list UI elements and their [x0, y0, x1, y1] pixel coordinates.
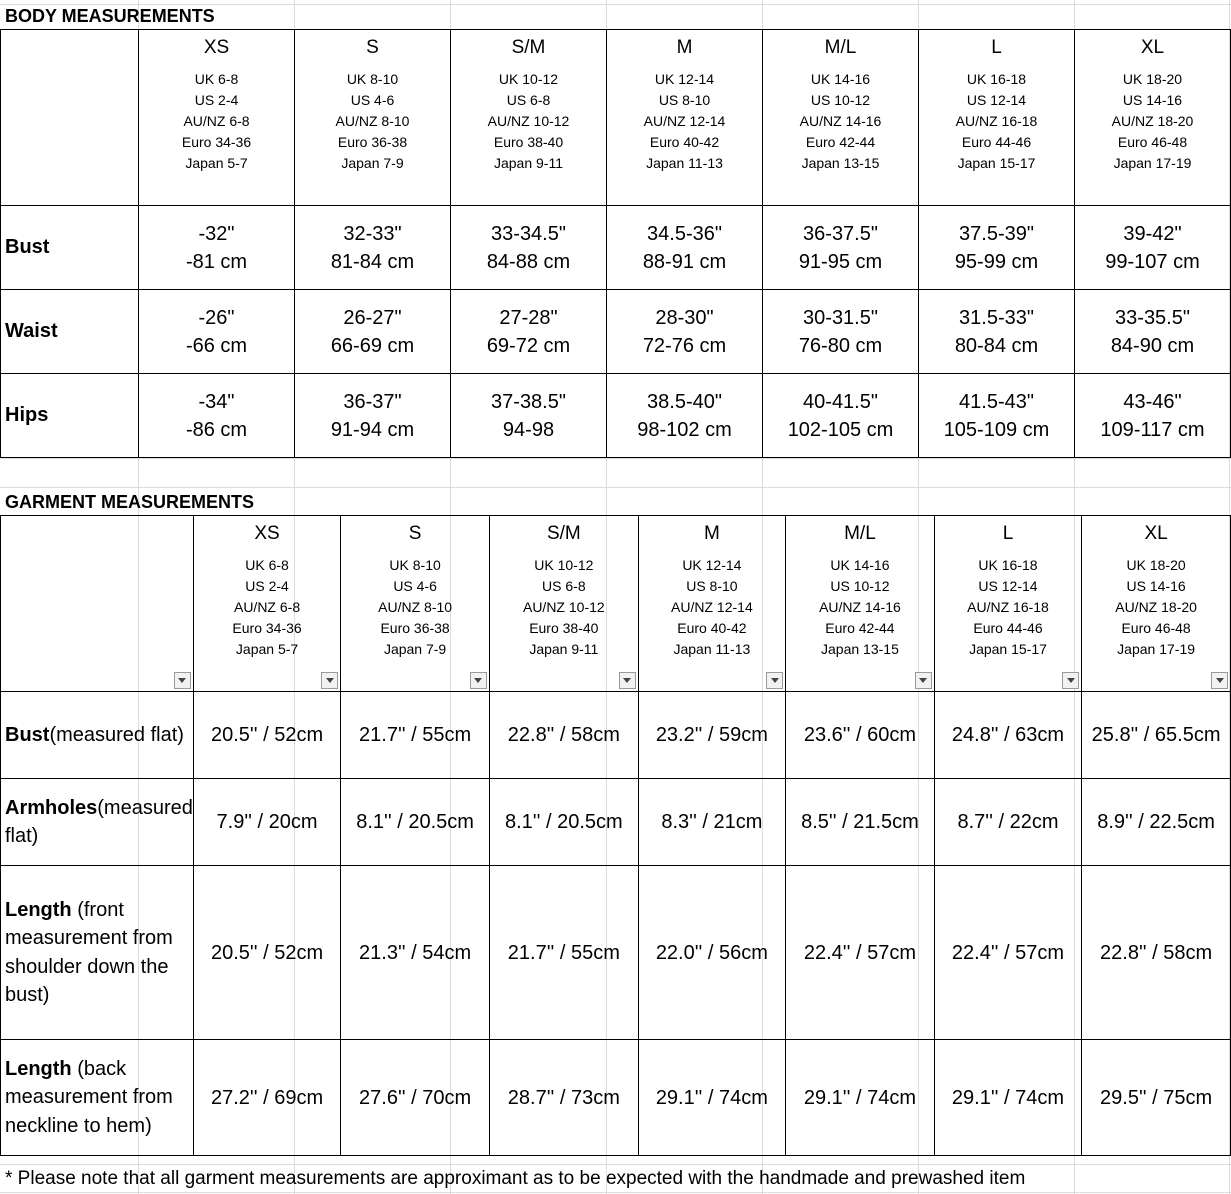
- value-cm: 72-76 cm: [642, 334, 727, 357]
- body-size-header: [919, 30, 1075, 206]
- measurement-cell: 24.8'' / 63cm: [934, 692, 1081, 779]
- value-inches: 27-28": [499, 306, 558, 329]
- size-conversion-eu: Euro 40-42: [677, 620, 747, 636]
- table-row: [1, 290, 1231, 374]
- body-size-header: [1075, 30, 1231, 206]
- size-conversion-eu: Euro 46-48: [1117, 134, 1188, 150]
- measurement-cell: [295, 206, 451, 290]
- value-cm: 102-105 cm: [787, 418, 894, 441]
- size-name: S: [366, 37, 379, 58]
- value-cm: -81 cm: [185, 250, 248, 273]
- measurement-cell: 8.1'' / 20.5cm: [341, 779, 490, 866]
- value-inches: -26": [198, 306, 235, 329]
- measurement-cell: [607, 206, 763, 290]
- measurement-cell: 8.5'' / 21.5cm: [786, 779, 935, 866]
- size-conversions: [139, 69, 294, 174]
- row-label-bold: Length: [5, 1057, 72, 1080]
- row-label-bold: Armholes: [5, 796, 98, 819]
- size-conversion-us: US 12-14: [966, 92, 1027, 108]
- size-conversion-us: US 6-8: [542, 578, 586, 594]
- size-conversion-uk: UK 12-14: [682, 557, 742, 573]
- size-conversion-uk: UK 14-16: [830, 557, 890, 573]
- measurement-cell: 21.3'' / 54cm: [341, 866, 490, 1040]
- row-label-detail: (back measurement from neckline to hem): [5, 1057, 173, 1137]
- size-conversion-us: US 8-10: [658, 92, 711, 108]
- size-conversion-us: US 2-4: [245, 578, 289, 594]
- filter-dropdown-icon[interactable]: [174, 672, 191, 689]
- body-measurements-table: [0, 29, 1231, 458]
- size-conversion-uk: UK 16-18: [966, 71, 1027, 87]
- table-row: [1, 866, 1231, 1040]
- size-conversion-us: US 14-16: [1122, 92, 1183, 108]
- measurement-cell: [919, 290, 1075, 374]
- measurement-cell: [607, 374, 763, 458]
- size-conversions: [1082, 555, 1230, 660]
- value-inches: 34.5-36": [647, 222, 722, 245]
- value-cm: -86 cm: [185, 418, 248, 441]
- filter-dropdown-icon[interactable]: [766, 672, 783, 689]
- size-conversions: [607, 69, 762, 174]
- size-name: S/M: [511, 37, 546, 58]
- size-conversion-uk: UK 8-10: [389, 557, 441, 573]
- measurement-cell: 29.1'' / 74cm: [934, 1040, 1081, 1156]
- measurement-cell: 22.8'' / 58cm: [1082, 866, 1231, 1040]
- measurement-cell: 20.5'' / 52cm: [193, 692, 340, 779]
- size-conversions: [194, 555, 340, 660]
- size-conversions: [451, 69, 606, 174]
- row-label: [1, 290, 139, 374]
- garment-size-header: [193, 516, 340, 692]
- value-cm: 91-95 cm: [798, 250, 883, 273]
- garment-size-header: [489, 516, 638, 692]
- table-row: [1, 206, 1231, 290]
- size-name: L: [991, 37, 1002, 58]
- measurement-cell: [295, 290, 451, 374]
- size-conversion-uk: UK 14-16: [810, 71, 871, 87]
- size-conversion-au: AU/NZ 10-12: [487, 113, 570, 129]
- measurement-cell: 22.4'' / 57cm: [786, 866, 935, 1040]
- size-name: M/L: [824, 37, 857, 58]
- size-conversion-eu: Euro 42-44: [805, 134, 876, 150]
- value-inches: 26-27": [343, 306, 402, 329]
- measurement-cell: 23.2'' / 59cm: [638, 692, 785, 779]
- size-name: S/M: [546, 523, 581, 544]
- value-cm: 81-84 cm: [330, 250, 415, 273]
- measurement-cell: 23.6'' / 60cm: [786, 692, 935, 779]
- size-conversion-us: US 4-6: [393, 578, 437, 594]
- value-cm: 98-102 cm: [637, 418, 732, 441]
- table-row: [1, 1040, 1231, 1156]
- measurement-cell: [139, 290, 295, 374]
- size-conversion-au: AU/NZ 12-14: [643, 113, 726, 129]
- size-conversion-us: US 10-12: [810, 92, 871, 108]
- measurement-cell: 29.1'' / 74cm: [638, 1040, 785, 1156]
- body-size-header: [295, 30, 451, 206]
- measurement-cell: [763, 374, 919, 458]
- measurement-cell: 8.9'' / 22.5cm: [1082, 779, 1231, 866]
- size-conversion-us: US 10-12: [830, 578, 890, 594]
- value-inches: 37-38.5": [491, 390, 566, 413]
- measurement-cell: 8.1'' / 20.5cm: [489, 779, 638, 866]
- size-conversions: [295, 69, 450, 174]
- size-conversion-eu: Euro 36-38: [380, 620, 450, 636]
- size-conversion-au: AU/NZ 6-8: [233, 599, 301, 615]
- measurement-cell: [1075, 206, 1231, 290]
- value-inches: 41.5-43": [959, 390, 1034, 413]
- size-conversion-us: US 4-6: [350, 92, 395, 108]
- body-header-blank: [1, 30, 139, 206]
- measurement-cell: [139, 374, 295, 458]
- measurement-cell: [451, 374, 607, 458]
- measurement-cell: 8.3'' / 21cm: [638, 779, 785, 866]
- value-inches: 37.5-39": [959, 222, 1034, 245]
- measurement-cell: 22.8'' / 58cm: [489, 692, 638, 779]
- value-inches: 38.5-40": [647, 390, 722, 413]
- value-inches: -32": [198, 222, 235, 245]
- size-conversion-jp: Japan 17-19: [1117, 641, 1196, 657]
- value-inches: 33-35.5": [1115, 306, 1190, 329]
- size-conversion-jp: Japan 9-11: [529, 641, 599, 657]
- value-cm: 95-99 cm: [954, 250, 1039, 273]
- value-inches: 33-34.5": [491, 222, 566, 245]
- size-conversion-au: AU/NZ 18-20: [1111, 113, 1194, 129]
- size-conversion-eu: Euro 44-46: [961, 134, 1032, 150]
- table-row: [1, 779, 1231, 866]
- measurement-cell: 8.7'' / 22cm: [934, 779, 1081, 866]
- size-conversion-eu: Euro 36-38: [337, 134, 408, 150]
- row-label-detail: (front measurement from shoulder down the bust): [5, 898, 173, 1006]
- measurement-cell: [1075, 290, 1231, 374]
- measurement-cell: [607, 290, 763, 374]
- filter-dropdown-icon[interactable]: [915, 672, 932, 689]
- value-cm: 105-109 cm: [943, 418, 1050, 441]
- measurement-cell: [919, 206, 1075, 290]
- size-conversion-jp: Japan 5-7: [185, 155, 248, 171]
- size-conversion-eu: Euro 40-42: [649, 134, 720, 150]
- row-label-bold: Length: [5, 898, 72, 921]
- size-conversion-jp: Japan 15-17: [957, 155, 1036, 171]
- size-conversions: [763, 69, 918, 174]
- value-cm: 76-80 cm: [798, 334, 883, 357]
- table-row: [1, 374, 1231, 458]
- measurement-cell: 22.4'' / 57cm: [934, 866, 1081, 1040]
- filter-dropdown-icon[interactable]: [470, 672, 487, 689]
- size-conversion-au: AU/NZ 8-10: [378, 599, 453, 615]
- garment-size-header: [786, 516, 935, 692]
- value-inches: 30-31.5": [803, 306, 878, 329]
- size-conversion-us: US 8-10: [686, 578, 738, 594]
- measurement-cell: [763, 290, 919, 374]
- size-conversion-eu: Euro 34-36: [232, 620, 302, 636]
- measurement-cell: 20.5'' / 52cm: [193, 866, 340, 1040]
- size-conversion-us: US 14-16: [1126, 578, 1186, 594]
- footnote: * Please note that all garment measurements are approximant as to be expected with the handmade and prewashed item: [5, 1168, 1026, 1189]
- row-label-detail: (measured flat): [49, 723, 184, 746]
- size-conversion-eu: Euro 44-46: [973, 620, 1043, 636]
- value-cm: 99-107 cm: [1105, 250, 1200, 273]
- size-conversion-au: AU/NZ 10-12: [522, 599, 605, 615]
- garment-size-header: [934, 516, 1081, 692]
- value-inches: 36-37.5": [803, 222, 878, 245]
- value-cm: 94-98: [502, 418, 555, 441]
- table-row: [1, 692, 1231, 779]
- measurement-cell: [295, 374, 451, 458]
- measurement-cell: 29.1'' / 74cm: [786, 1040, 935, 1156]
- size-conversions: [919, 69, 1074, 174]
- value-cm: 84-90 cm: [1110, 334, 1195, 357]
- value-inches: 32-33": [343, 222, 402, 245]
- size-conversion-eu: Euro 38-40: [493, 134, 564, 150]
- value-inches: 36-37": [343, 390, 402, 413]
- row-label: [1, 1040, 194, 1156]
- body-size-header: [607, 30, 763, 206]
- size-conversion-au: AU/NZ 16-18: [955, 113, 1038, 129]
- row-label-text: Waist: [5, 320, 58, 343]
- value-inches: 31.5-33": [959, 306, 1034, 329]
- measurement-cell: 21.7'' / 55cm: [341, 692, 490, 779]
- measurement-cell: [919, 374, 1075, 458]
- size-conversion-jp: Japan 9-11: [493, 155, 563, 171]
- size-name: M/L: [844, 523, 876, 544]
- value-inches: 43-46": [1123, 390, 1182, 413]
- value-cm: 80-84 cm: [954, 334, 1039, 357]
- row-label: [1, 779, 194, 866]
- size-conversion-uk: UK 18-20: [1126, 557, 1186, 573]
- garment-measurements-table: [0, 515, 1231, 1156]
- value-inches: 39-42": [1123, 222, 1182, 245]
- size-conversions: [1075, 69, 1230, 174]
- row-label: [1, 692, 194, 779]
- size-conversion-jp: Japan 11-13: [646, 155, 723, 171]
- size-name: XS: [254, 523, 280, 544]
- body-size-header: [139, 30, 295, 206]
- size-name: XL: [1140, 37, 1165, 58]
- value-cm: 91-94 cm: [330, 418, 415, 441]
- garment-header-blank: [1, 516, 194, 692]
- value-cm: 109-117 cm: [1100, 418, 1205, 441]
- size-conversion-us: US 2-4: [194, 92, 239, 108]
- size-conversion-us: US 12-14: [978, 578, 1038, 594]
- size-conversion-jp: Japan 5-7: [235, 641, 299, 657]
- size-conversion-au: AU/NZ 14-16: [819, 599, 901, 615]
- size-conversion-uk: UK 12-14: [654, 71, 715, 87]
- size-name: XL: [1144, 523, 1168, 544]
- row-label-detail: (measured flat): [5, 796, 193, 847]
- filter-dropdown-icon[interactable]: [1211, 672, 1228, 689]
- size-conversion-jp: Japan 13-15: [821, 641, 899, 657]
- size-conversion-au: AU/NZ 16-18: [967, 599, 1049, 615]
- body-size-header: [763, 30, 919, 206]
- row-label: [1, 374, 139, 458]
- size-conversion-au: AU/NZ 8-10: [335, 113, 410, 129]
- size-conversion-jp: Japan 17-19: [1113, 155, 1192, 171]
- measurement-cell: 28.7'' / 73cm: [489, 1040, 638, 1156]
- row-label-text: Hips: [5, 404, 49, 427]
- size-conversion-jp: Japan 7-9: [383, 641, 447, 657]
- size-name: M: [676, 37, 693, 58]
- size-conversion-jp: Japan 11-13: [673, 641, 751, 657]
- size-conversions: [935, 555, 1081, 660]
- measurement-cell: 27.2'' / 69cm: [193, 1040, 340, 1156]
- size-conversions: [786, 555, 934, 660]
- row-label-text: Bust: [5, 236, 50, 259]
- size-name: M: [703, 523, 720, 544]
- size-conversion-eu: Euro 46-48: [1121, 620, 1191, 636]
- size-conversion-eu: Euro 34-36: [181, 134, 252, 150]
- value-cm: -66 cm: [185, 334, 248, 357]
- size-name: XS: [203, 37, 230, 58]
- value-cm: 84-88 cm: [486, 250, 571, 273]
- size-name: S: [408, 523, 422, 544]
- garment-size-header: [1082, 516, 1231, 692]
- size-conversion-us: US 6-8: [506, 92, 551, 108]
- size-conversions: [341, 555, 489, 660]
- value-cm: 69-72 cm: [486, 334, 571, 357]
- size-conversion-uk: UK 6-8: [194, 71, 239, 87]
- size-conversion-uk: UK 8-10: [346, 71, 399, 87]
- filter-dropdown-icon[interactable]: [619, 672, 636, 689]
- size-conversions: [639, 555, 785, 660]
- size-conversion-jp: Japan 13-15: [801, 155, 880, 171]
- size-conversion-au: AU/NZ 12-14: [671, 599, 753, 615]
- measurement-cell: [451, 206, 607, 290]
- size-conversion-au: AU/NZ 18-20: [1115, 599, 1197, 615]
- size-conversion-jp: Japan 15-17: [969, 641, 1047, 657]
- value-inches: -34": [198, 390, 235, 413]
- value-cm: 88-91 cm: [642, 250, 727, 273]
- body-measurements-title: BODY MEASUREMENTS: [5, 6, 215, 26]
- value-cm: 66-69 cm: [330, 334, 415, 357]
- measurement-cell: [139, 206, 295, 290]
- value-inches: 28-30": [655, 306, 714, 329]
- size-conversion-uk: UK 10-12: [534, 557, 594, 573]
- value-inches: 40-41.5": [803, 390, 878, 413]
- measurement-cell: 22.0'' / 56cm: [638, 866, 785, 1040]
- size-conversion-uk: UK 6-8: [245, 557, 289, 573]
- filter-dropdown-icon[interactable]: [1062, 672, 1079, 689]
- size-name: L: [1002, 523, 1014, 544]
- size-conversion-eu: Euro 42-44: [825, 620, 895, 636]
- size-conversion-uk: UK 10-12: [498, 71, 559, 87]
- row-label: [1, 866, 194, 1040]
- row-label-bold: Bust: [5, 723, 50, 746]
- measurement-cell: 7.9'' / 20cm: [193, 779, 340, 866]
- measurement-cell: 29.5'' / 75cm: [1082, 1040, 1231, 1156]
- body-size-header: [451, 30, 607, 206]
- garment-size-header: [341, 516, 490, 692]
- garment-size-header: [638, 516, 785, 692]
- measurement-cell: 25.8'' / 65.5cm: [1082, 692, 1231, 779]
- size-conversions: [490, 555, 638, 660]
- filter-dropdown-icon[interactable]: [321, 672, 338, 689]
- measurement-cell: [451, 290, 607, 374]
- size-conversion-au: AU/NZ 6-8: [183, 113, 250, 129]
- size-conversion-jp: Japan 7-9: [341, 155, 404, 171]
- size-conversion-eu: Euro 38-40: [529, 620, 599, 636]
- row-label: [1, 206, 139, 290]
- size-conversion-uk: UK 16-18: [978, 557, 1038, 573]
- measurement-cell: [1075, 374, 1231, 458]
- measurement-cell: 27.6'' / 70cm: [341, 1040, 490, 1156]
- size-conversion-uk: UK 18-20: [1122, 71, 1183, 87]
- measurement-cell: [763, 206, 919, 290]
- size-conversion-au: AU/NZ 14-16: [799, 113, 882, 129]
- measurement-cell: 21.7'' / 55cm: [489, 866, 638, 1040]
- garment-measurements-title: GARMENT MEASUREMENTS: [5, 492, 255, 512]
